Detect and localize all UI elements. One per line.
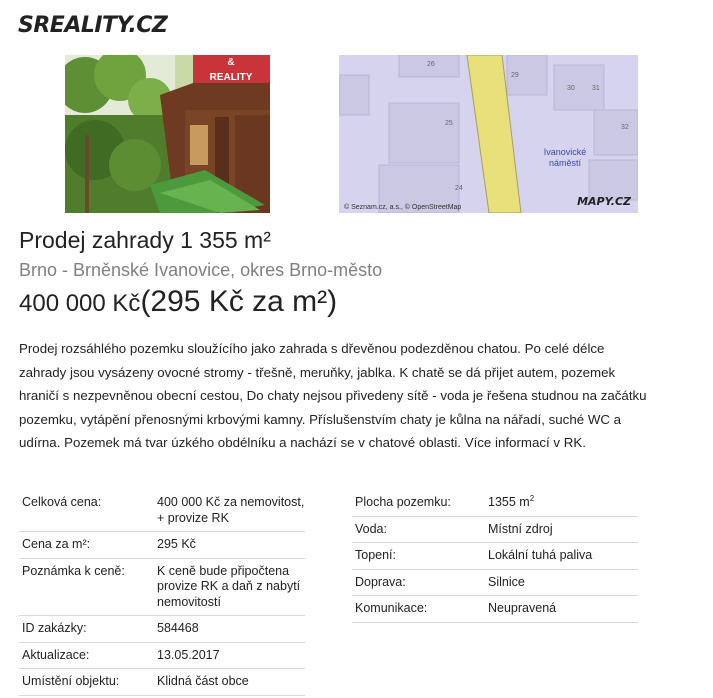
price-block xyxy=(19,285,337,319)
param-value-unit: 2 xyxy=(529,493,535,503)
garden-cabin-image xyxy=(65,55,270,213)
param-row xyxy=(19,616,305,643)
param-value-text: 1355 m xyxy=(488,495,530,509)
map-canvas[interactable] xyxy=(339,55,638,213)
param-value: Klidná část obce xyxy=(157,669,305,696)
param-label: Topení: xyxy=(352,543,488,570)
house-number: 32 xyxy=(621,124,629,131)
mapy-logo[interactable]: MAPY.CZ xyxy=(577,195,631,208)
param-label: Celková cena: xyxy=(19,490,157,532)
param-value: Neupravená xyxy=(488,596,638,623)
param-label: Komunikace: xyxy=(352,596,488,623)
param-row xyxy=(19,558,305,616)
param-row xyxy=(19,642,305,669)
param-label: Plocha pozemku: xyxy=(352,490,488,516)
param-label: Poznámka k ceně: xyxy=(19,558,157,616)
listing-location: Brno - Brněnské Ivanovice, okres Brno-město xyxy=(19,260,383,280)
param-label: Voda: xyxy=(352,516,488,543)
location-map[interactable] xyxy=(339,55,638,213)
param-row xyxy=(19,669,305,696)
sreality-logo[interactable] xyxy=(18,10,188,42)
house-number: 26 xyxy=(427,61,435,68)
param-label: Aktualizace: xyxy=(19,642,157,669)
param-row xyxy=(352,569,638,596)
property-photo xyxy=(65,55,270,213)
param-row xyxy=(352,516,638,543)
param-row xyxy=(352,543,638,570)
params-table-left xyxy=(19,490,305,696)
listing-price: 400 000 Kč xyxy=(19,290,141,317)
map-attribution: © Seznam.cz, a.s., © OpenStreetMap xyxy=(344,204,462,211)
house-number: 24 xyxy=(455,185,463,192)
house-number: 30 xyxy=(567,85,575,92)
param-value: 584468 xyxy=(157,616,305,643)
param-value: 295 Kč xyxy=(157,532,305,559)
svg-text:&: & xyxy=(227,57,235,68)
param-value: K ceně bude připočtena provize RK a daň z nabytí nemovitostí xyxy=(157,558,305,616)
param-label: ID zakázky: xyxy=(19,616,157,643)
param-label: Cena za m²: xyxy=(19,532,157,559)
listing-title: Prodej zahrady 1 355 m² xyxy=(19,227,271,253)
photo-watermark: REALITY xyxy=(209,72,253,83)
param-value xyxy=(488,490,638,516)
param-row xyxy=(352,596,638,623)
params-table-right xyxy=(352,490,638,623)
param-value: 400 000 Kč za nemovitost, + provize RK xyxy=(157,490,305,532)
param-value: Lokální tuhá paliva xyxy=(488,543,638,570)
param-row xyxy=(19,532,305,559)
param-value: Silnice xyxy=(488,569,638,596)
param-label: Umístění objektu: xyxy=(19,669,157,696)
param-row xyxy=(352,490,638,516)
house-number: 29 xyxy=(511,72,519,79)
map-place-label: Ivanovické xyxy=(543,147,587,157)
map-place-label: náměstí xyxy=(548,158,582,168)
price-per-m2: (295 Kč za m²) xyxy=(140,285,338,318)
house-number: 25 xyxy=(445,120,453,127)
logo-text: SREALITY.CZ xyxy=(18,13,168,38)
param-label: Doprava: xyxy=(352,569,488,596)
listing-description: Prodej rozsáhlého pozemku sloužícího jako zahrada s dřevěnou podezděnou chatou. Po celé délce zahrady jsou vysázeny ovocné stromy - třešně, meruňky, jablka. K chatě se dá přijet autem, pozemek hraničí s nezpevněnou obecní cestou, Do chaty nejsou přivedeny sítě - voda je řešena studnou na začátku pozemku, vytápění přenosnými krbovými kamny. Příslušenstvím chaty je kůlna na nářadí, suché WC a udírna. Pozemek má tvar úzkého obdélníku a nachází se v chatové oblasti. Více informací v RK. xyxy=(19,341,647,451)
param-value: 13.05.2017 xyxy=(157,642,305,669)
param-value: Místní zdroj xyxy=(488,516,638,543)
param-row xyxy=(19,490,305,532)
house-number: 31 xyxy=(592,85,600,92)
